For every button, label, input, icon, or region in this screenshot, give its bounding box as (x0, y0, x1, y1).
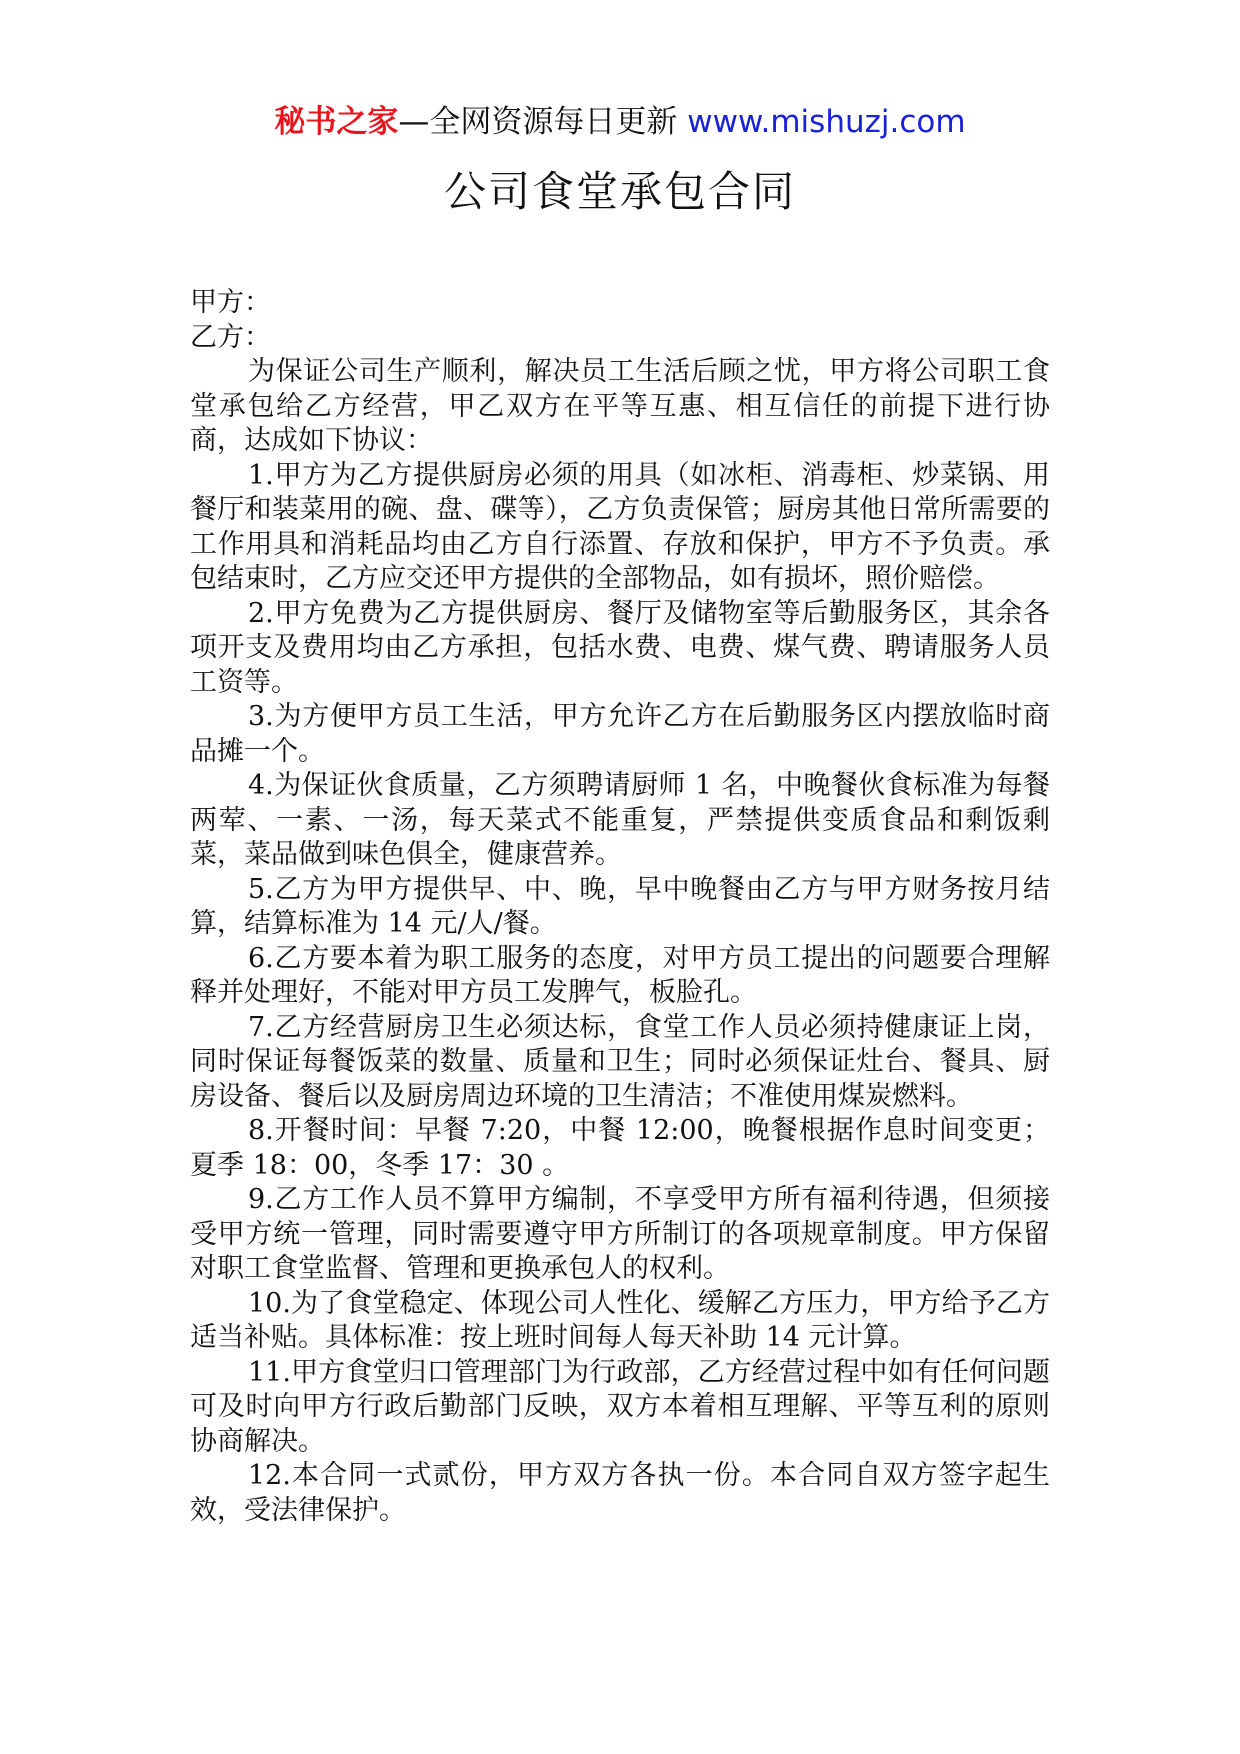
document-body (190, 286, 1050, 1528)
clause-6: 6.乙方要本着为职工服务的态度，对甲方员工提出的问题要合理解释并处理好，不能对甲方员工发脾气，板脸孔。 (190, 942, 1050, 1008)
clause-12: 12.本合同一式贰份，甲方双方各执一份。本合同自双方签字起生效，受法律保护。 (190, 1460, 1050, 1526)
clause-10: 10.为了食堂稳定、体现公司人性化、缓解乙方压力，甲方给予乙方适当补贴。具体标准：按上班时间每人每天补助 14 元计算。 (190, 1287, 1050, 1353)
clause-3: 3.为方便甲方员工生活，甲方允许乙方在后勤服务区内摆放临时商品摊一个。 (190, 701, 1050, 767)
intro-paragraph: 为保证公司生产顺利，解决员工生活后顾之忧，甲方将公司职工食堂承包给乙方经营，甲乙双方在平等互惠、相互信任的前提下进行协商，达成如下协议： (190, 356, 1050, 456)
clause-7: 7.乙方经营厨房卫生必须达标，食堂工作人员必须持健康证上岗，同时保证每餐饭菜的数量、质量和卫生；同时必须保证灶台、餐具、厨房设备、餐后以及厨房周边环境的卫生清洁；不准使用煤炭燃料。 (190, 1011, 1050, 1112)
party-a-label: 甲方： (190, 287, 271, 318)
clause-8: 8.开餐时间：早餐 7:20，中餐 12:00，晚餐根据作息时间变更；夏季 18：00，冬季 17：30 。 (190, 1115, 1050, 1181)
clause-2: 2.甲方免费为乙方提供厨房、餐厅及储物室等后勤服务区，其余各项开支及费用均由乙方承担，包括水费、电费、煤气费、聘请服务人员工资等。 (190, 597, 1050, 698)
banner-slogan: —全网资源每日更新 (398, 104, 678, 140)
clause-11: 11.甲方食堂归口管理部门为行政部，乙方经营过程中如有任何问题可及时向甲方行政后勤部门反映，双方本着相互理解、平等互利的原则协商解决。 (190, 1356, 1050, 1457)
clause-5: 5.乙方为甲方提供早、中、晚，早中晚餐由乙方与甲方财务按月结算，结算标准为 14 元/人/餐。 (190, 873, 1050, 939)
clause-9: 9.乙方工作人员不算甲方编制，不享受甲方所有福利待遇，但须接受甲方统一管理，同时需要遵守甲方所制订的各项规章制度。甲方保留对职工食堂监督、管理和更换承包人的权利。 (190, 1184, 1050, 1284)
document-title: 公司食堂承包合同 (443, 167, 796, 216)
clause-4: 4.为保证伙食质量，乙方须聘请厨师 1 名，中晚餐伙食标准为每餐两荤、一素、一汤，每天菜式不能重复，严禁提供变质食品和剩饭剩菜，菜品做到味色俱全，健康营养。 (190, 770, 1050, 870)
banner-url-link[interactable]: www.mishuzj.com (687, 104, 966, 140)
site-banner (0, 102, 1240, 142)
banner-brand: 秘书之家 (274, 104, 399, 140)
party-b-label: 乙方： (190, 321, 271, 353)
clause-1: 1.甲方为乙方提供厨房必须的用具（如冰柜、消毒柜、炒菜锅、用餐厅和装菜用的碗、盘、碟等），乙方负责保管；厨房其他日常所需要的工作用具和消耗品均由乙方自行添置、存放和保护，甲方不予负责。承包结束时，乙方应交还甲方提供的全部物品，如有损坏，照价赔偿。 (190, 459, 1050, 594)
